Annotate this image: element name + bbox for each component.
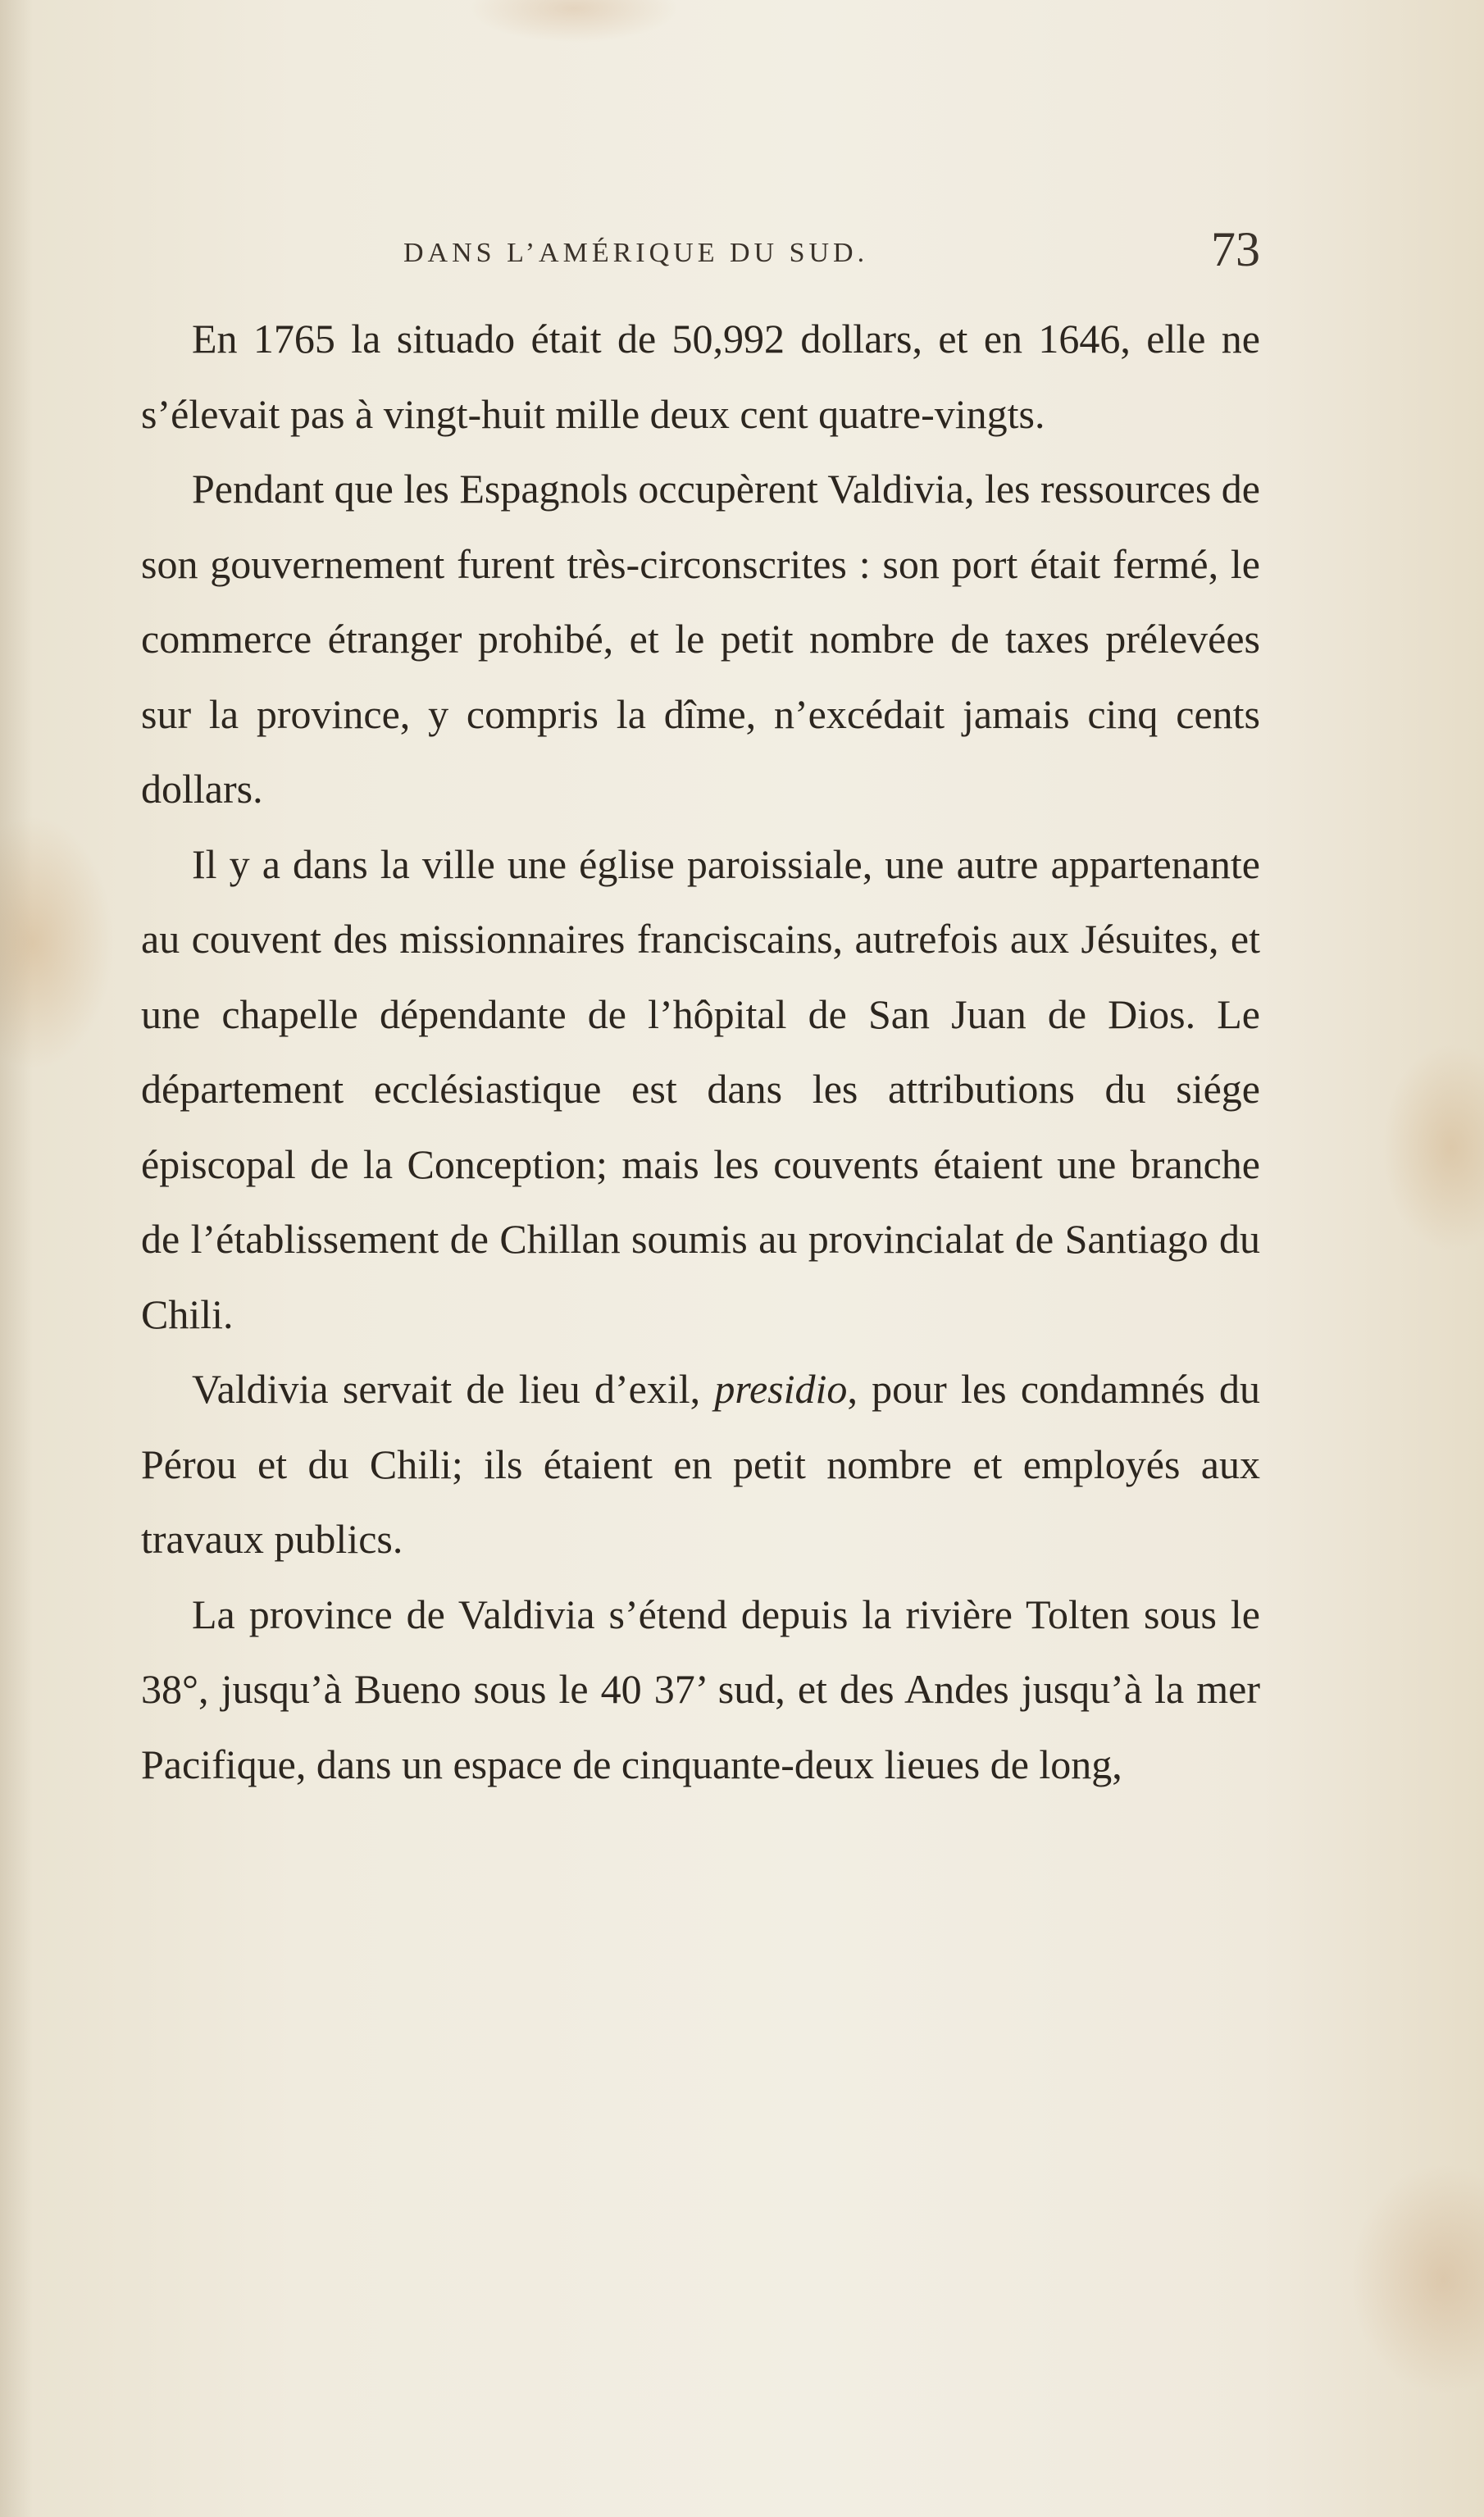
paragraph-churches: Il y a dans la ville une église paroissiale, une autre appartenante au couvent des missionnaires franciscains, autrefois aux Jésuites, et une chapelle dépendante de l’hôpital de San Juan de Dios. Le département ecclésiastique est dans les attributions du siége épiscopal de la Conception; mais les couvents étaient une branche de l’établissement de Chillan soumis au provincialat de Santiago du Chili. [141, 840, 1260, 1337]
page-header [141, 221, 1260, 303]
paragraph-province-extent: La province de Valdivia s’étend depuis la rivière Tolten sous le 38°, jusqu’à Bueno sous le 40 37’ sud, et des Andes jusqu’à la mer Pacifique, dans un espace de cinquante-deux lieues de long, [141, 1591, 1260, 1787]
running-title: DANS L’AMÉRIQUE DU SUD. [403, 238, 869, 268]
page-spine-shadow [0, 0, 33, 2517]
paragraph-presidio [141, 1352, 1260, 1577]
body-text [141, 302, 1260, 1802]
page-number: 73 [1211, 222, 1260, 276]
presidio-text-after: , pour les condamnés du Pérou et du Chili; ils étaient en petit nombre et employés aux travaux publics. [141, 1366, 1261, 1562]
paragraph-spanish-government: Pendant que les Espagnols occupèrent Valdivia, les ressources de son gouvernement furent très-circonscrites : son port était fermé, le commerce étranger prohibé, et le petit nombre de taxes prélevées sur la province, y compris la dîme, n’excédait jamais cinq cents dollars. [141, 466, 1260, 812]
presidio-text-before: Valdivia servait de lieu d’exil, [192, 1366, 715, 1412]
paragraph-situado: En 1765 la situado était de 50,992 dollars, et en 1646, elle ne s’élevait pas à vingt-huit mille deux cent quatre-vingts. [141, 316, 1260, 437]
presidio-italic-word: presidio [714, 1366, 848, 1412]
